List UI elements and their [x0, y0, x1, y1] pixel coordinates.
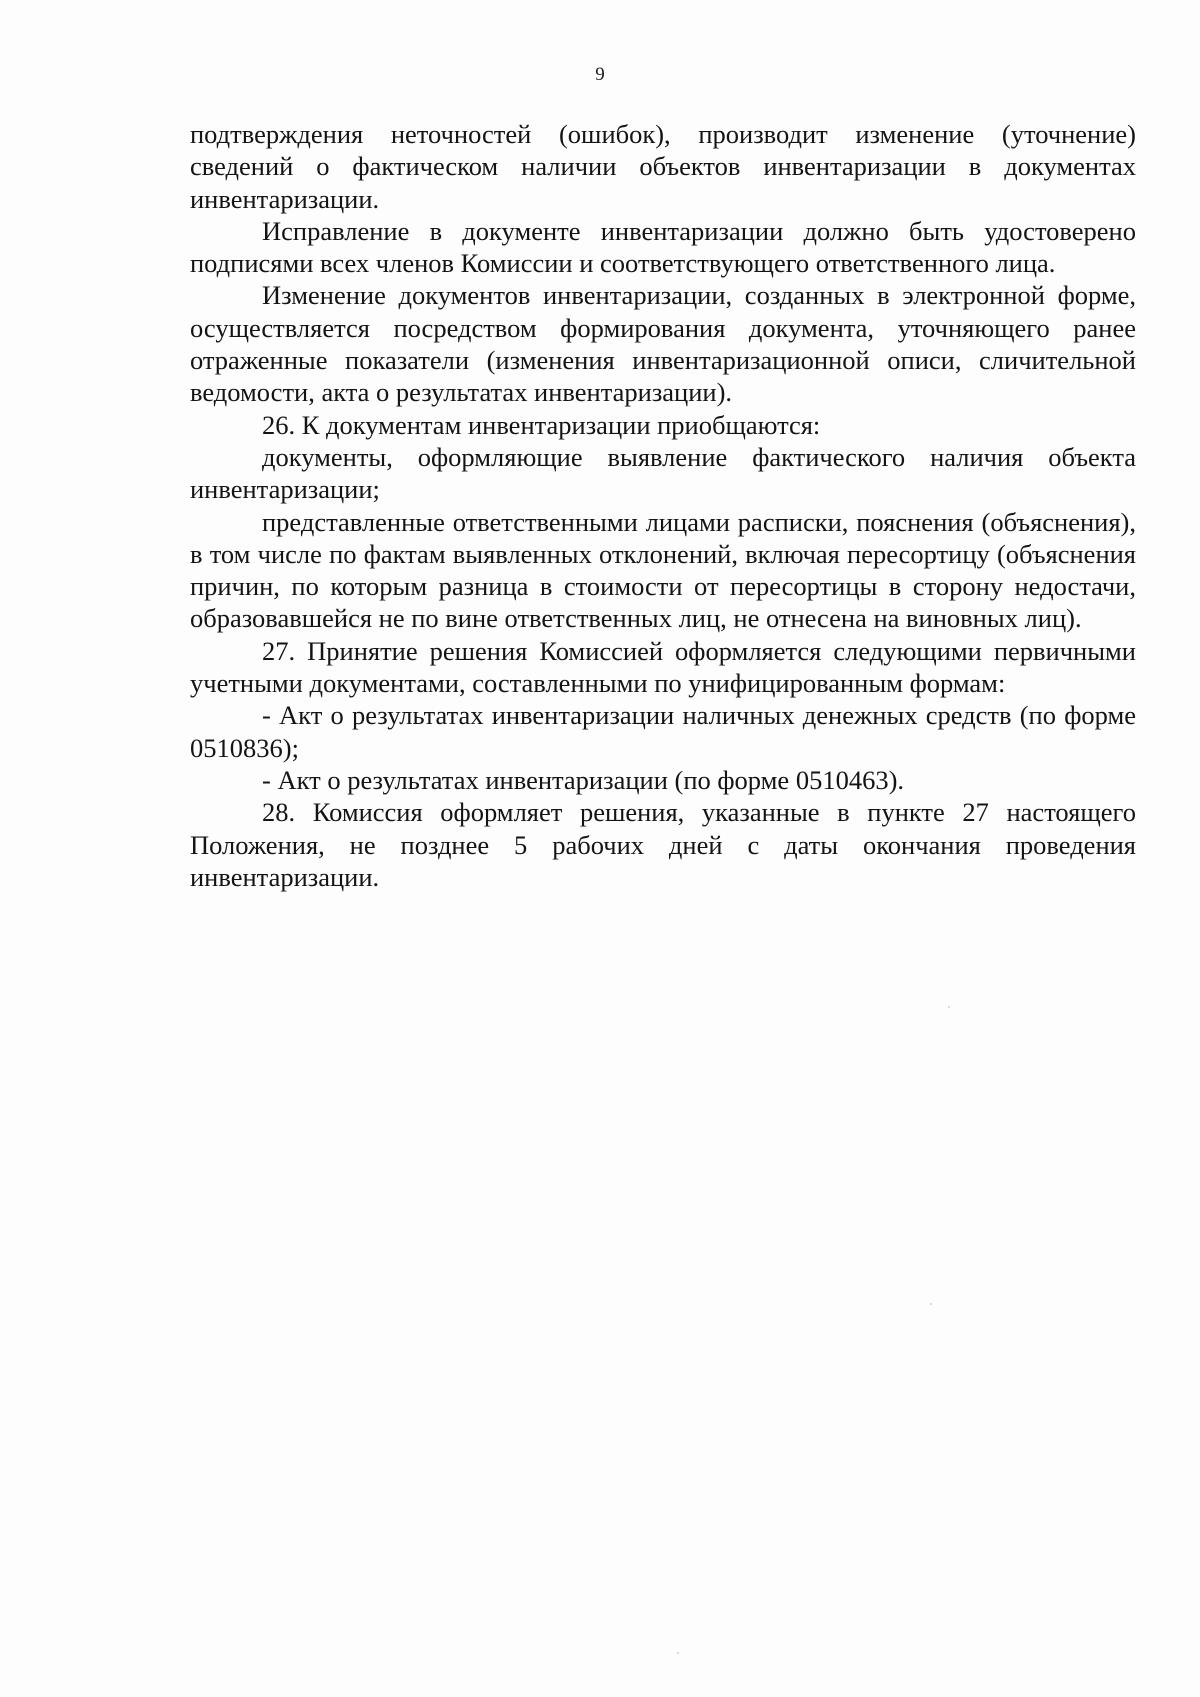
page-number: 9 — [595, 64, 605, 85]
paragraph-item-27-results-act: - Акт о результатах инвентаризации (по форме 0510463). — [262, 764, 905, 795]
paragraph-item-27-cash-act: - Акт о результатах инвентаризации наличных денежных средств (по форме 0510836); — [190, 700, 1136, 763]
paragraph-item-26-explanations: представленные ответственными лицами расписки, пояснения (объяснения), в том числе по фактам выявленных отклонений, включая пересортицу (объяснения причин, по которым разница в стоимости от пересортицы в сторону недостачи, образовавшейся не по вине ответственных лиц, не отнесена на виновных лиц). — [190, 506, 1136, 634]
document-body — [190, 118, 1136, 893]
scan-speck — [677, 1652, 679, 1654]
scan-speck — [948, 1006, 950, 1008]
paragraph-continuation: подтверждения неточностей (ошибок), производит изменение (уточнение) сведений о фактическом наличии объектов инвентаризации в документах инвентаризации. — [190, 119, 1136, 214]
scan-speck — [930, 1303, 932, 1305]
paragraph-item-28: 28. Комиссия оформляет решения, указанные в пункте 27 настоящего Положения, не позднее 5 рабочих дней с даты окончания проведения инвентаризации. — [190, 797, 1136, 892]
paragraph-item-26: 26. К документам инвентаризации приобщаются: — [262, 409, 821, 440]
paragraph-electronic-documents: Изменение документов инвентаризации, созданных в электронной форме, осуществляется посредством формирования документа, уточняющего ранее отраженные показатели (изменения инвентаризационной описи, сличительной ведомости, акта о результатах инвентаризации). — [190, 280, 1136, 408]
paragraph-correction-signatures: Исправление в документе инвентаризации должно быть удостоверено подписями всех членов Комиссии и соответствующего ответственного лица. — [190, 215, 1136, 279]
paragraph-item-26-documents: документы, оформляющие выявление фактического наличия объекта инвентаризации; — [190, 441, 1136, 505]
paragraph-item-27: 27. Принятие решения Комиссией оформляется следующими первичными учетными документами, составленными по унифицированным формам: — [190, 635, 1136, 699]
